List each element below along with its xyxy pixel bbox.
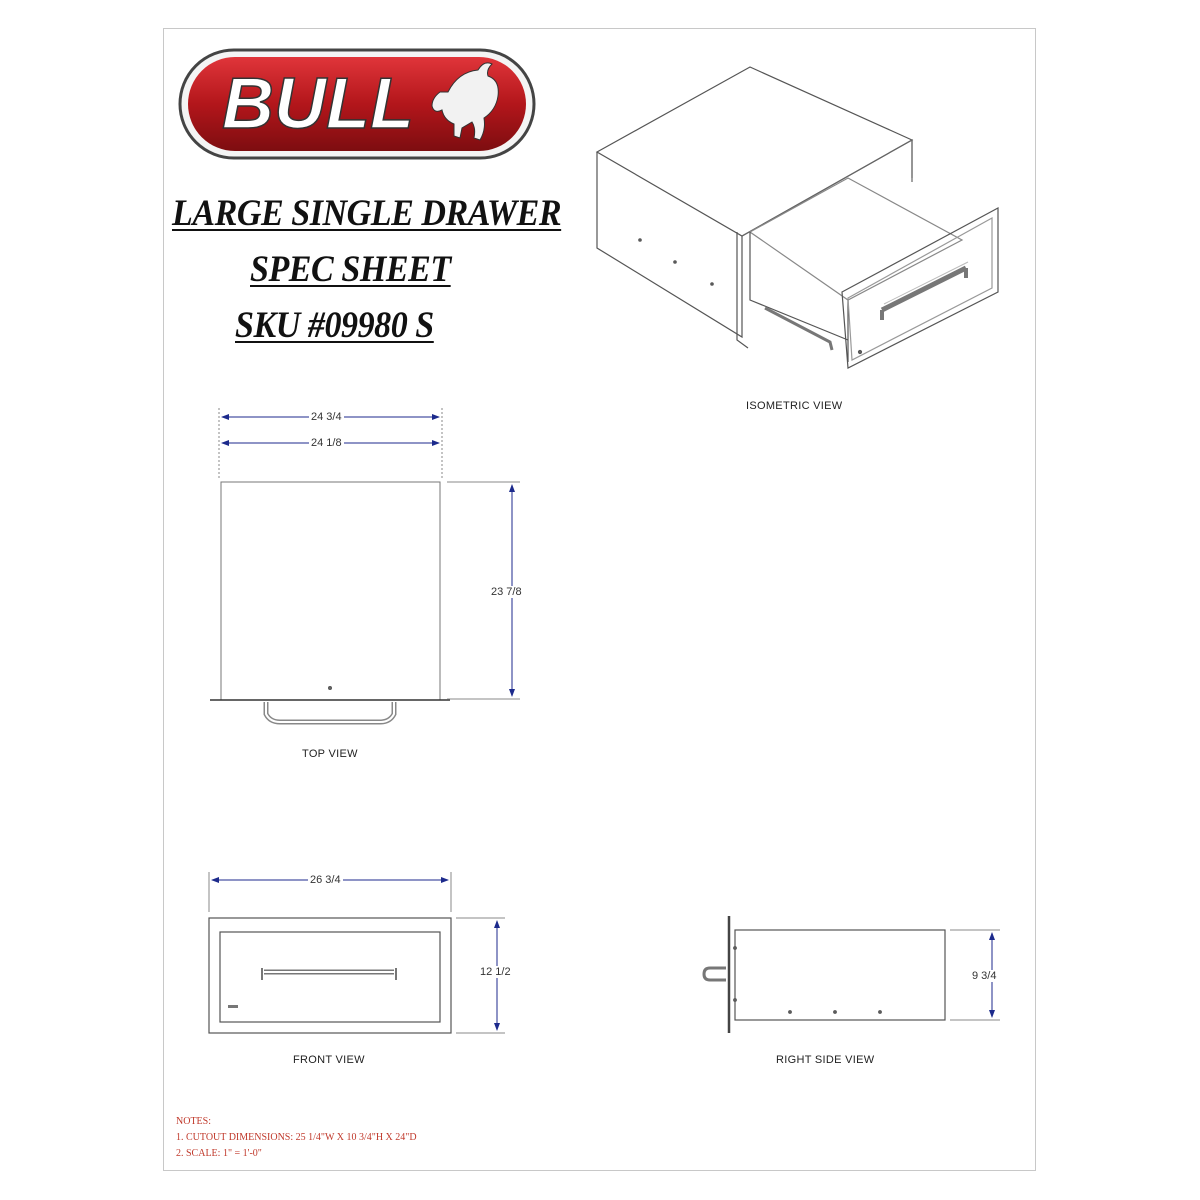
dim-top-depth: 23 7/8	[491, 586, 522, 598]
isometric-view-drawing	[597, 67, 998, 368]
notes-heading: NOTES:	[176, 1116, 211, 1127]
title-line-2: SPEC SHEET	[250, 249, 451, 290]
title-line-1: LARGE SINGLE DRAWER	[172, 193, 562, 234]
front-view-label: FRONT VIEW	[293, 1054, 365, 1066]
note-item: 2. SCALE: 1" = 1'-0"	[176, 1148, 262, 1159]
top-view-dimensions	[219, 408, 520, 699]
isometric-view-label: ISOMETRIC VIEW	[746, 400, 843, 412]
top-view-label: TOP VIEW	[302, 748, 358, 760]
front-view-drawing	[209, 918, 451, 1033]
dim-top-inner-width: 24 1/8	[311, 437, 342, 449]
dim-side-height: 9 3/4	[972, 970, 997, 982]
note-item: 1. CUTOUT DIMENSIONS: 25 1/4"W X 10 3/4"H X 24"D	[176, 1132, 417, 1143]
dim-front-height: 12 1/2	[480, 966, 511, 978]
bull-logo	[180, 50, 534, 158]
title-line-3: SKU #09980 S	[235, 305, 434, 346]
dim-top-outer-width: 24 3/4	[311, 411, 342, 423]
dim-front-width: 26 3/4	[310, 874, 341, 886]
front-view-dimensions	[209, 872, 505, 1033]
logo-wordmark: BULL	[222, 64, 414, 144]
notes-block	[176, 1114, 417, 1162]
right-side-view-drawing	[704, 916, 945, 1033]
top-view-drawing	[210, 482, 450, 722]
right-side-view-label: RIGHT SIDE VIEW	[776, 1054, 875, 1066]
